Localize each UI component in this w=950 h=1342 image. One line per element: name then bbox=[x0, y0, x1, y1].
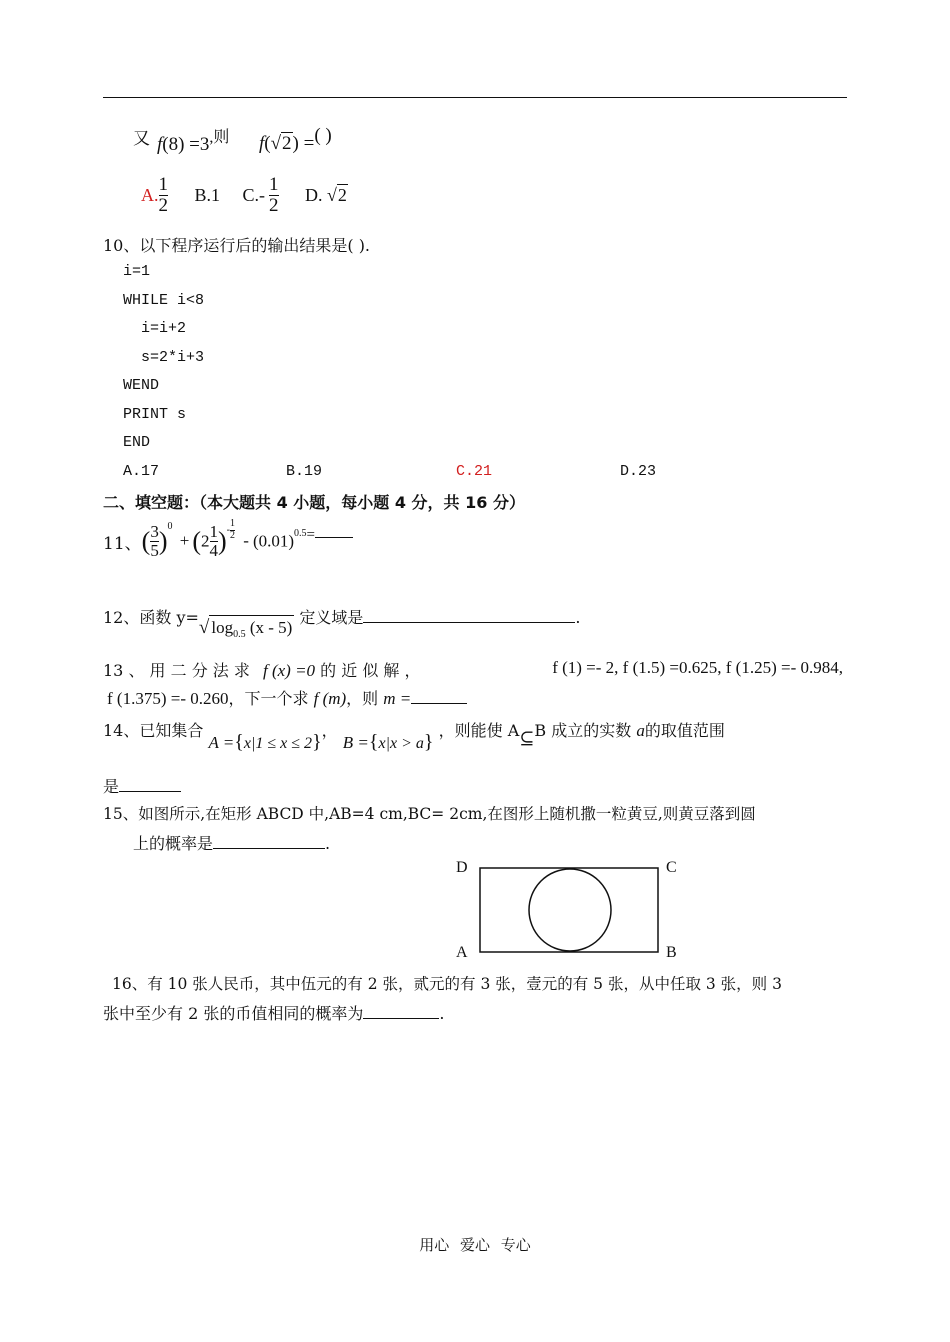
q12-radical: $\log_{0.5} (x - 5)$ bbox=[209, 615, 294, 638]
q9-option-b[interactable]: B.1 bbox=[194, 184, 221, 205]
q12-answer-blank[interactable] bbox=[363, 622, 575, 623]
q10-code-line-4: s=2*i+3 bbox=[141, 349, 205, 366]
q10-option-c[interactable]: C.21 bbox=[456, 463, 493, 480]
q14-line-1: 14、已知集合 A ={x|1 ≤ x ≤ 2}， B ={x|x > a} ，则能使 A⊆B 成立的实数 a的取值范围 bbox=[103, 721, 725, 753]
q15-line-2: 上的概率是 . bbox=[133, 834, 331, 853]
rectangle-abcd bbox=[480, 868, 658, 952]
q11-fraction-3-5: $\frac{3}{5}$ bbox=[150, 522, 159, 560]
q16-answer-blank[interactable] bbox=[363, 1018, 439, 1019]
q11: 11、( $\frac{3}{5}$ )$^0$ + (2 $\frac{1}{4}$ )- $\frac{1}{2}$ - $(0.01)^{0.5}=$ bbox=[103, 523, 353, 589]
q14-line-2: 是 bbox=[103, 774, 181, 797]
q10-option-b[interactable]: B.19 bbox=[286, 463, 323, 480]
q9-options bbox=[141, 175, 348, 231]
q12: 12、函数 y=√ $\log_{0.5} (x - 5)$ 定义域是 . bbox=[103, 608, 581, 640]
q11-exponent: - $\frac{1}{2}$ bbox=[226, 518, 236, 541]
label-b: B bbox=[666, 944, 677, 961]
inscribed-circle bbox=[529, 869, 611, 951]
q14-answer-blank[interactable] bbox=[119, 791, 181, 792]
q10-code-line-1: i=1 bbox=[123, 263, 151, 280]
q9-option-c[interactable]: C.- bbox=[242, 184, 266, 205]
q9-condition: 又 bbox=[133, 129, 150, 149]
q10-option-d[interactable]: D.23 bbox=[620, 463, 657, 480]
q9-condition-expr: $f(8) =3^{,则}$ bbox=[157, 129, 230, 155]
q10-option-a[interactable]: A.17 bbox=[123, 463, 160, 480]
q13-answer-blank[interactable] bbox=[411, 703, 467, 704]
q16-line-1: 16、有 10 张人民币，其中伍元的有 2 张，贰元的有 3 张，壹元的有 5 张，从中任取 3 张，则 3 bbox=[112, 975, 782, 993]
q10-stem: 10、以下程序运行后的输出结果是( ). bbox=[103, 236, 371, 255]
q13-line-1: 13 、 用 二 分 法 求 f (x) =0 的 近 似 解 ， f (1) =- 2, f (1.5) =0.625, f (1.25) =- 0.984, bbox=[103, 658, 843, 680]
page-footer: 用心 爱心 专心 bbox=[419, 1236, 531, 1254]
q11-fraction-1-4: $\frac{1}{4}$ bbox=[209, 522, 218, 560]
q13-line-2: f (1.375) =- 0.260，下一个求 f (m)，则 m = bbox=[107, 686, 467, 709]
q15-rectangle-circle-figure bbox=[470, 860, 670, 960]
q10-code-line-6: PRINT s bbox=[123, 406, 187, 423]
label-a: A bbox=[456, 944, 468, 961]
header-rule bbox=[103, 97, 847, 98]
q9-option-d[interactable]: D. √2 bbox=[305, 185, 347, 206]
q10-code-line-7: END bbox=[123, 434, 151, 451]
q9-option-a[interactable]: A. bbox=[141, 184, 159, 205]
q15-answer-blank[interactable] bbox=[213, 848, 325, 849]
q11-answer-blank[interactable] bbox=[315, 537, 353, 538]
q9-option-a-fraction: $\frac{1}{2}$ bbox=[158, 174, 168, 216]
q16-line-2: 张中至少有 2 张的币值相同的概率为 . bbox=[103, 1004, 445, 1023]
section-2-title: 二、填空题：（本大题共 4 小题，每小题 4 分，共 16 分） bbox=[103, 493, 525, 512]
label-c: C bbox=[666, 859, 677, 876]
q15-line-1: 15、如图所示,在矩形 ABCD 中,AB=4 cm,BC= 2cm,在图形上随机撒一粒黄豆,则黄豆落到圆 bbox=[103, 805, 756, 823]
q9-option-c-fraction: $\frac{1}{2}$ bbox=[269, 174, 279, 216]
q10-code-line-5: WEND bbox=[123, 377, 160, 394]
q10-code-line-3: i=i+2 bbox=[141, 320, 187, 337]
label-d: D bbox=[456, 859, 468, 876]
q9-question-expr: f(√2) =( ) bbox=[259, 125, 332, 154]
q10-code-line-2: WHILE i<8 bbox=[123, 292, 205, 309]
